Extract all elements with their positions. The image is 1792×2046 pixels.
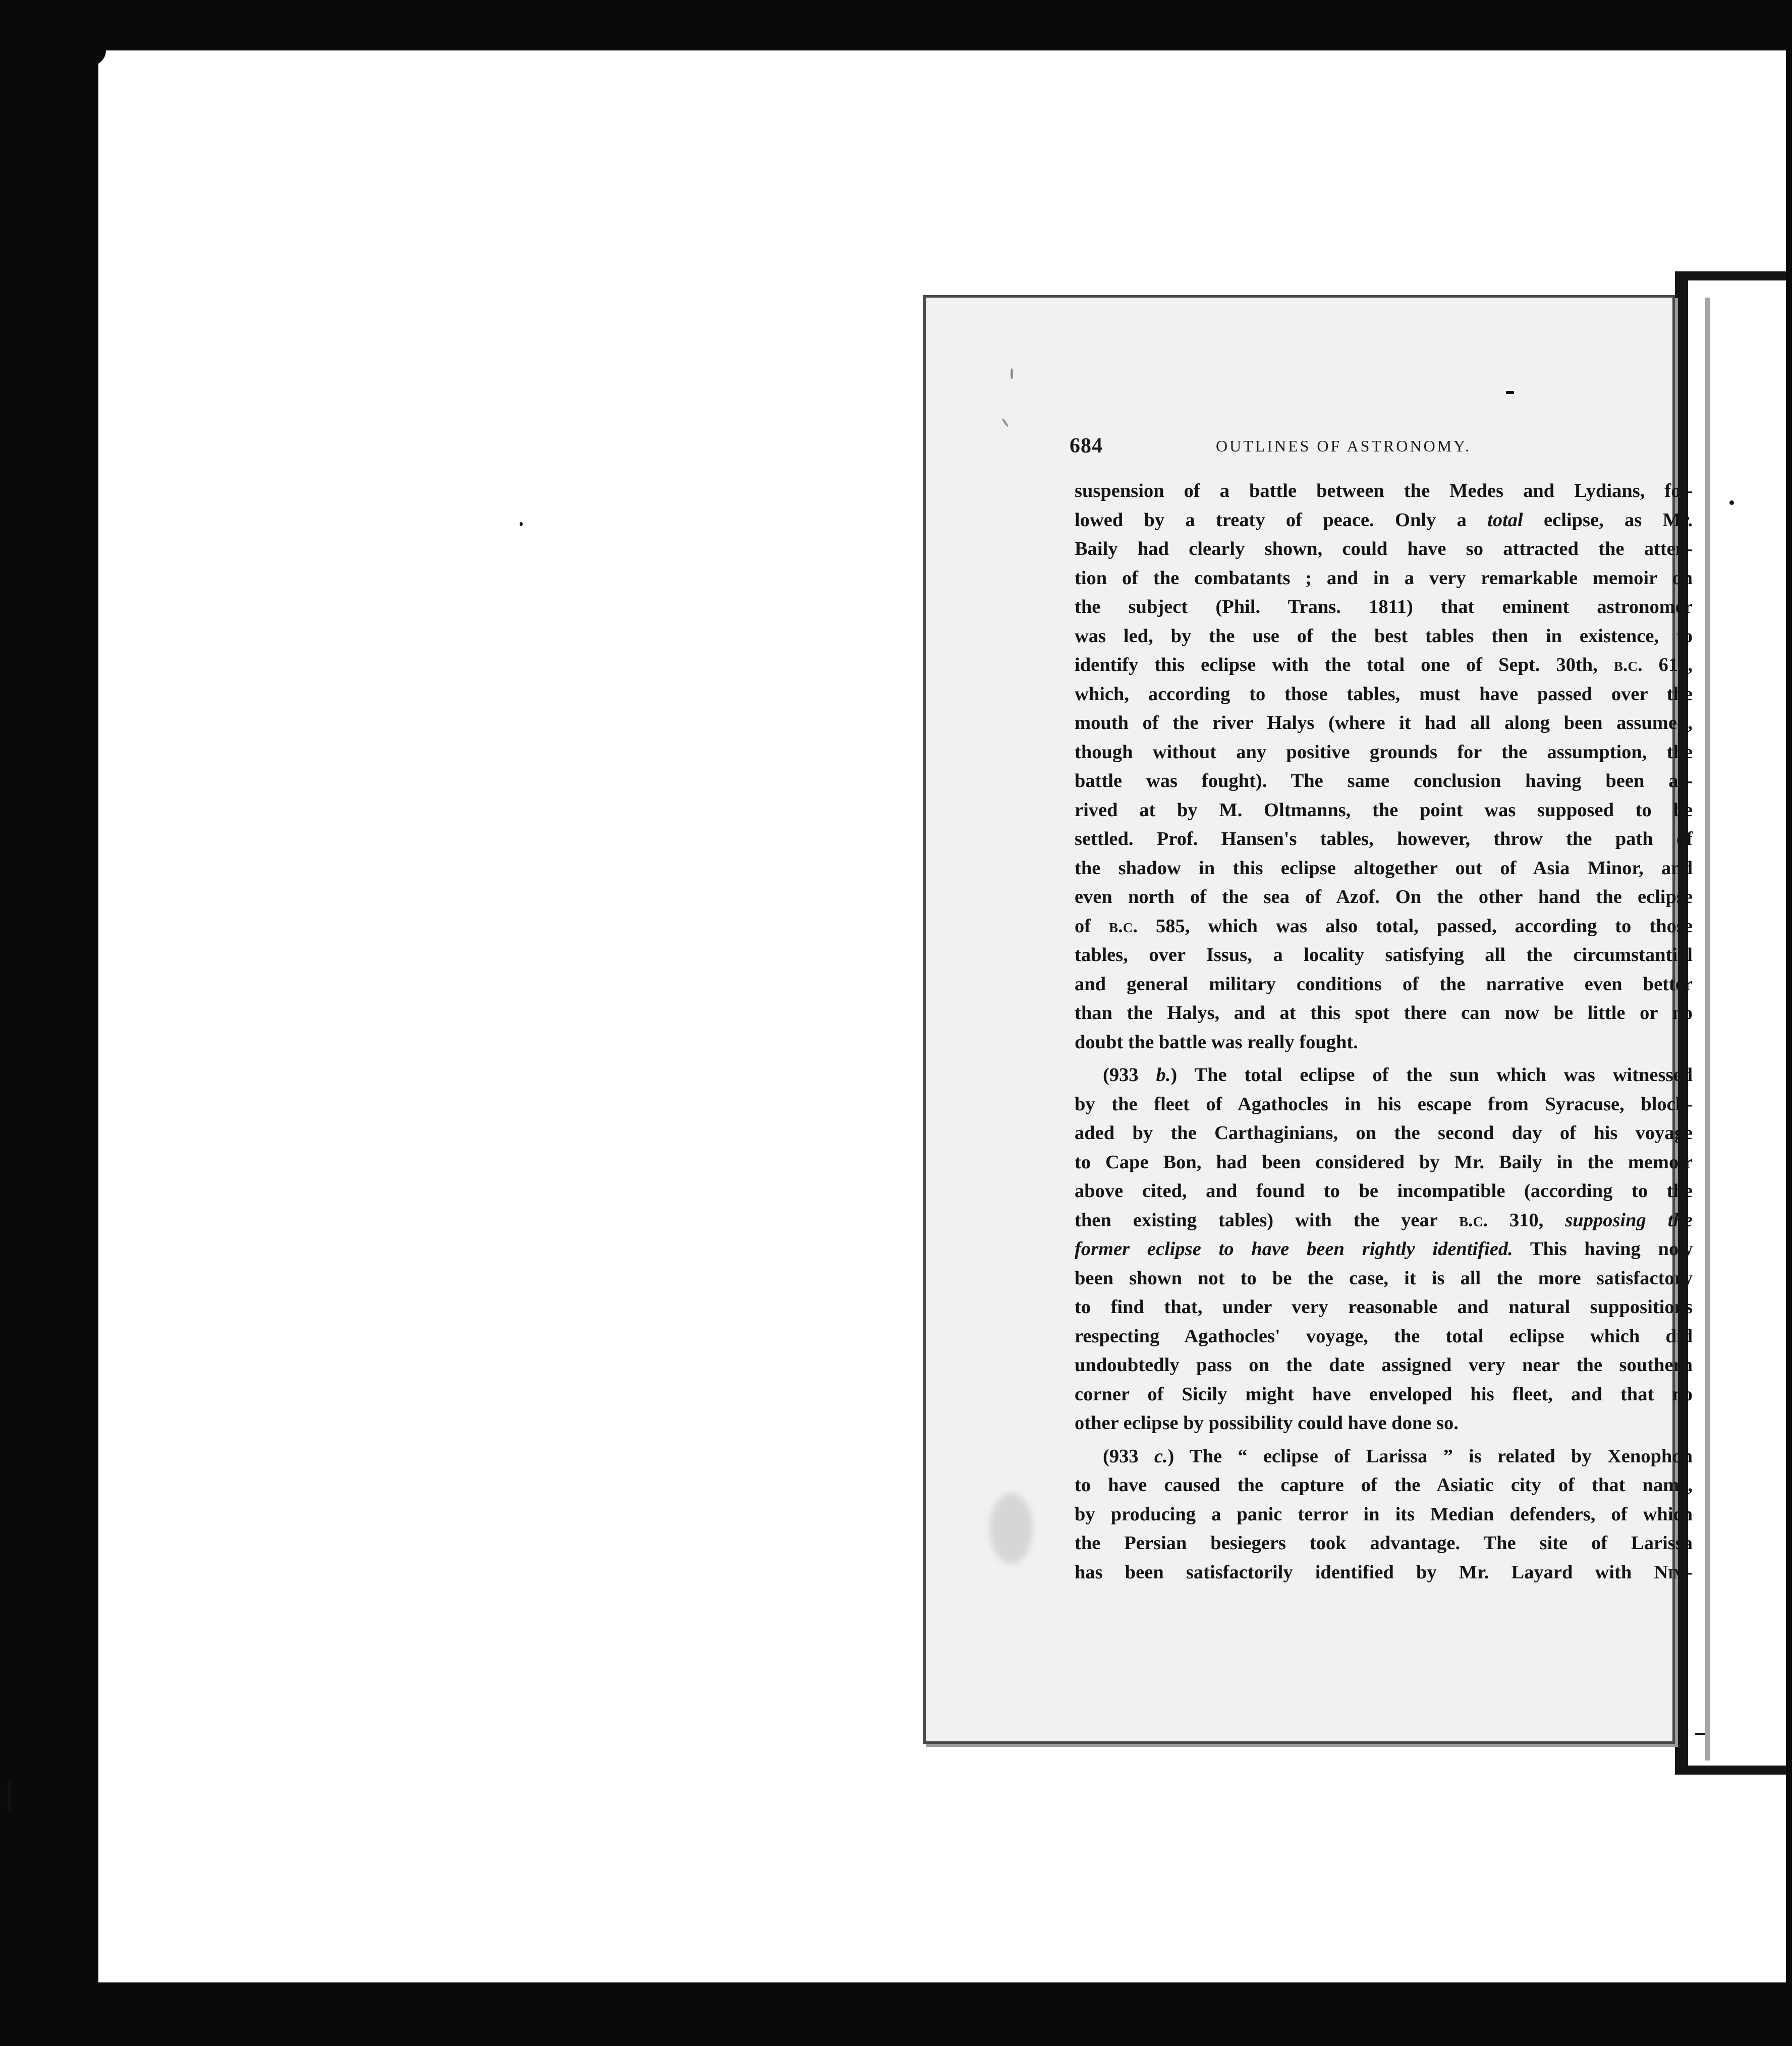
text-line bbox=[1075, 1322, 1693, 1351]
text-line bbox=[1075, 506, 1693, 535]
text-line bbox=[1075, 1028, 1693, 1057]
scan-speck bbox=[1729, 500, 1734, 505]
text-line bbox=[1075, 1119, 1693, 1148]
text-run: ) The “ eclipse of Larissa ” is related by Xenophon bbox=[1167, 1445, 1693, 1467]
text-line bbox=[1075, 738, 1693, 767]
scan-speck bbox=[1695, 1733, 1705, 1735]
text-run: then existing tables) with the year bbox=[1075, 1209, 1460, 1231]
running-title: OUTLINES OF ASTRONOMY. bbox=[1216, 437, 1472, 455]
text-run: b.c. bbox=[1459, 1209, 1488, 1231]
text-line bbox=[1075, 825, 1693, 854]
text-line bbox=[1075, 593, 1693, 622]
text-line bbox=[1075, 1235, 1693, 1264]
paragraph-gap bbox=[1075, 1057, 1693, 1061]
scan-speck bbox=[520, 522, 523, 526]
text-run: to find that, under very reasonable and natural suppositions bbox=[1075, 1296, 1693, 1318]
text-line bbox=[1075, 912, 1693, 941]
text-line bbox=[1075, 1380, 1693, 1409]
text-line bbox=[1075, 709, 1693, 738]
text-run: 310, bbox=[1487, 1209, 1565, 1231]
text-run: Nim- bbox=[1654, 1561, 1693, 1583]
text-line bbox=[1075, 796, 1693, 825]
text-run: was led, by the use of the best tables then in existence, to bbox=[1075, 625, 1693, 647]
text-line bbox=[1075, 1351, 1693, 1380]
scan-border-top bbox=[0, 0, 1792, 50]
text-line bbox=[1075, 1206, 1693, 1235]
text-run: 585, which was also total, passed, according to those bbox=[1137, 915, 1693, 937]
text-run: above cited, and found to be incompatible (according to the bbox=[1075, 1180, 1693, 1202]
text-run: mouth of the river Halys (where it had all along been assumed, bbox=[1075, 712, 1693, 733]
scan-border-bottom bbox=[0, 1982, 1792, 2046]
text-line bbox=[1075, 1148, 1693, 1177]
text-run: doubt the battle was really fought. bbox=[1075, 1031, 1358, 1053]
text-line bbox=[1075, 941, 1693, 970]
text-run: Baily had clearly shown, could have so attracted the atten- bbox=[1075, 538, 1693, 559]
text-run: c. bbox=[1154, 1445, 1168, 1467]
text-run: and general military conditions of the narrative even better bbox=[1075, 973, 1693, 995]
text-run: rived at by M. Oltmanns, the point was supposed to be bbox=[1075, 799, 1693, 821]
text-run: by the fleet of Agathocles in his escape from Syracuse, block- bbox=[1075, 1093, 1693, 1115]
text-line bbox=[1075, 883, 1693, 912]
text-line bbox=[1075, 970, 1693, 999]
text-run: ) The total eclipse of the sun which was witnessed bbox=[1170, 1064, 1693, 1086]
text-run: though without any positive grounds for the assumption, the bbox=[1075, 741, 1693, 763]
text-run: tables, over Issus, a locality satisfying all the circumstantial bbox=[1075, 944, 1693, 965]
running-head bbox=[1070, 434, 1614, 464]
text-line bbox=[1075, 1500, 1693, 1529]
scan-smudge bbox=[990, 1493, 1033, 1564]
text-run: b. bbox=[1156, 1064, 1171, 1086]
text-line bbox=[1075, 1558, 1693, 1587]
text-run: former eclipse to have been rightly identified. bbox=[1075, 1238, 1513, 1260]
text-run: undoubtedly pass on the date assigned very near the southern bbox=[1075, 1354, 1693, 1376]
text-line bbox=[1075, 1177, 1693, 1206]
text-run: (933 bbox=[1103, 1064, 1156, 1086]
text-run: corner of Sicily might have enveloped his fleet, and that no bbox=[1075, 1383, 1693, 1405]
text-run: which, according to those tables, must have passed over the bbox=[1075, 683, 1693, 705]
page-text bbox=[1075, 477, 1693, 1587]
text-line bbox=[1075, 1529, 1693, 1558]
text-line bbox=[1075, 1090, 1693, 1119]
text-run: This having now bbox=[1513, 1238, 1693, 1260]
scan-speck bbox=[1011, 368, 1013, 379]
text-run: aded by the Carthaginians, on the second day of his voyage bbox=[1075, 1122, 1693, 1144]
text-run: the subject (Phil. Trans. 1811) that eminent astronomer bbox=[1075, 596, 1693, 617]
text-run: tion of the combatants ; and in a very remarkable memoir on bbox=[1075, 567, 1693, 589]
text-run: identify this eclipse with the total one of Sept. 30th, bbox=[1075, 654, 1614, 675]
text-run: total bbox=[1487, 509, 1523, 531]
text-run: b.c. bbox=[1613, 654, 1643, 675]
text-line bbox=[1075, 1264, 1693, 1293]
scan-speck bbox=[1506, 391, 1514, 394]
text-run: settled. Prof. Hansen's tables, however, throw the path of bbox=[1075, 828, 1693, 849]
text-line bbox=[1075, 854, 1693, 883]
text-run: respecting Agathocles' voyage, the total eclipse which did bbox=[1075, 1325, 1693, 1347]
page-number: 684 bbox=[1070, 434, 1103, 458]
text-run: 610, bbox=[1642, 654, 1693, 675]
scan-border-corner bbox=[91, 50, 106, 66]
text-run: the shadow in this eclipse altogether out of Asia Minor, and bbox=[1075, 857, 1693, 879]
text-line bbox=[1075, 622, 1693, 651]
text-run: (933 bbox=[1103, 1445, 1154, 1467]
text-run: suspension of a battle between the Medes and Lydians, fol- bbox=[1075, 480, 1693, 501]
text-run: has been satisfactorily identified by Mr. Layard with bbox=[1075, 1561, 1654, 1583]
text-run: even north of the sea of Azof. On the other hand the eclipse bbox=[1075, 886, 1693, 907]
text-run: the Persian besiegers took advantage. The site of Larissa bbox=[1075, 1532, 1693, 1554]
spine-shadow bbox=[1705, 298, 1710, 1760]
text-run: battle was fought). The same conclusion having been ar- bbox=[1075, 770, 1693, 791]
text-line bbox=[1075, 767, 1693, 796]
scan-border-right bbox=[1786, 50, 1792, 1982]
text-line bbox=[1075, 535, 1693, 564]
text-run: than the Halys, and at this spot there can now be little or no bbox=[1075, 1002, 1693, 1024]
text-run: to have caused the capture of the Asiatic city of that name, bbox=[1075, 1474, 1693, 1496]
text-run: been shown not to be the case, it is all the more satisfactory bbox=[1075, 1267, 1693, 1289]
text-line bbox=[1075, 651, 1693, 680]
text-run: of bbox=[1075, 915, 1109, 937]
text-run: other eclipse by possibility could have done so. bbox=[1075, 1412, 1459, 1434]
text-line bbox=[1075, 477, 1693, 506]
text-line bbox=[1075, 1061, 1693, 1090]
text-run: eclipse, as Mr. bbox=[1523, 509, 1693, 531]
text-line bbox=[1075, 999, 1693, 1028]
text-line bbox=[1075, 1471, 1693, 1500]
text-run: by producing a panic terror in its Median defenders, of which bbox=[1075, 1503, 1693, 1525]
text-line bbox=[1075, 1409, 1693, 1438]
scan-speck bbox=[8, 1781, 11, 1811]
text-line bbox=[1075, 564, 1693, 593]
paragraph-gap bbox=[1075, 1438, 1693, 1442]
text-run: supposing the bbox=[1565, 1209, 1693, 1231]
text-run: to Cape Bon, had been considered by Mr. Baily in the memoir bbox=[1075, 1151, 1693, 1173]
text-line bbox=[1075, 1442, 1693, 1471]
text-run: b.c. bbox=[1109, 915, 1138, 937]
text-line bbox=[1075, 680, 1693, 709]
scan-border-left bbox=[0, 0, 98, 2046]
text-run: lowed by a treaty of peace. Only a bbox=[1075, 509, 1488, 531]
text-line bbox=[1075, 1293, 1693, 1322]
